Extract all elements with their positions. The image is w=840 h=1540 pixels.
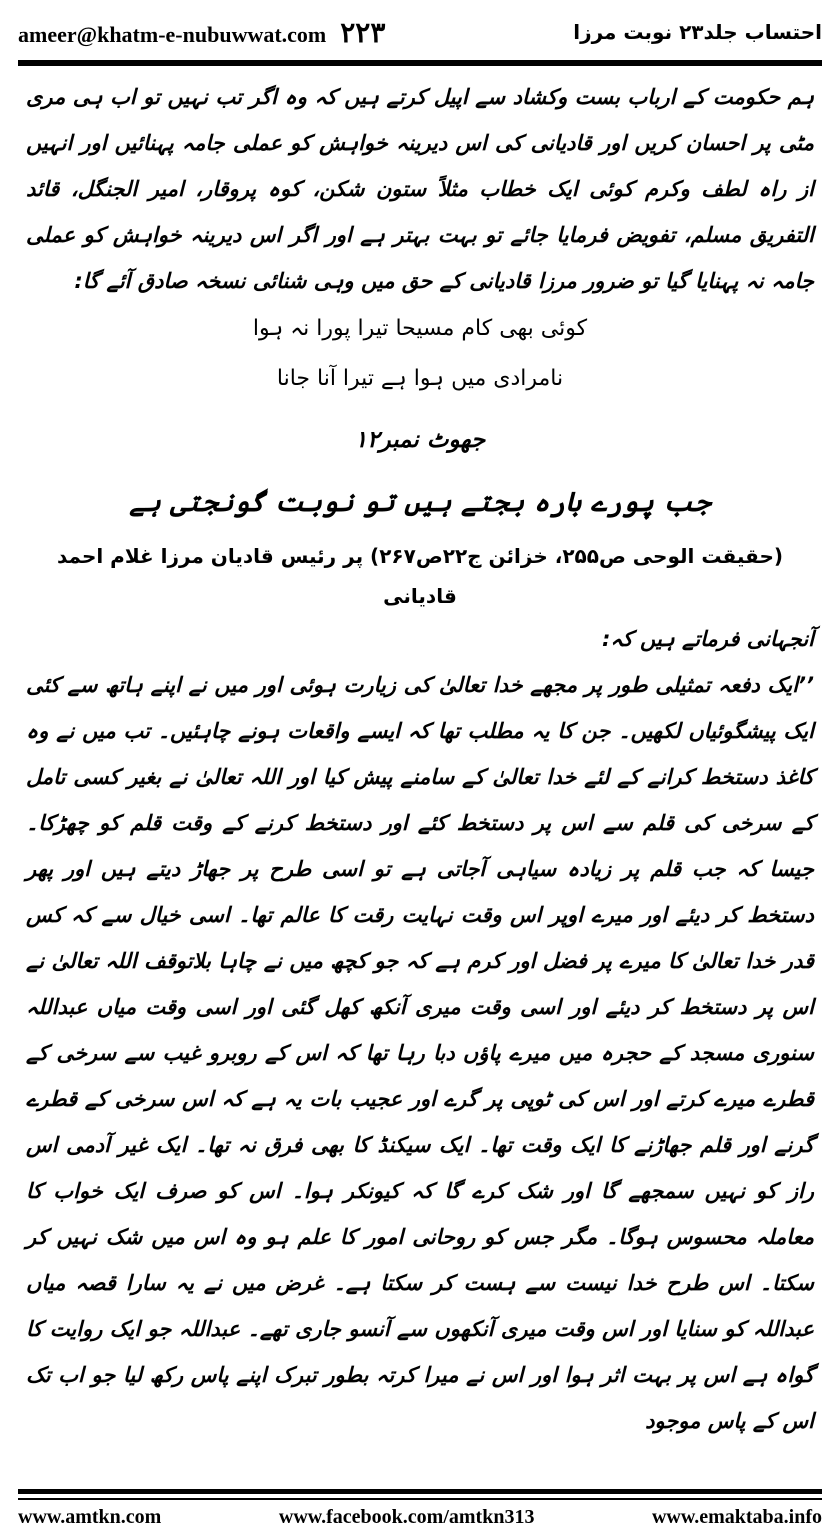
quote-paragraph: ’’ایک دفعہ تمثیلی طور پر مجھے خدا تعالیٰ کی زیارت ہوئی اور میں نے اپنے ہاتھ سے کئی ایک پیشگوئیاں لکھیں۔ جن کا یہ مطلب تھا کہ ایسے واقعات ہونے چاہئیں۔ تب میں نے وہ کاغذ دستخط کرانے کے لئے خدا تعالیٰ کے سامنے پیش کیا اور اللہ تعالیٰ نے بغیر کسی تامل کے سرخی کی قلم سے اس پر دستخط کئے اور دستخط کرنے کے وقت قلم کو چھڑکا۔ جیسا کہ جب قلم پر زیادہ سیاہی آجاتی ہے تو اسی طرح پر جھاڑ دیتے ہیں اور پھر دستخط کر دیئے اور میرے اوپر اس وقت نہایت رقت کا عالم تھا۔ اسی خیال سے کہ کس قدر خدا تعالیٰ کا میرے پر فضل اور کرم ہے کہ جو کچھ میں نے چاہا بلاتوقف اللہ تعالیٰ نے اس پر دستخط کر دیئے اور اسی وقت میری آنکھ کھل گئی اور اسی وقت میاں عبداللہ سنوری مسجد کے حجرہ میں میرے پاؤں دبا رہا تھا کہ اس کے روبرو غیب سے سرخی کے قطرے میرے کرتے اور اس کی ٹوپی پر گرے اور عجیب بات یہ ہے کہ اس سرخی کے قطرے گرنے اور قلم جھاڑنے کا ایک وقت تھا۔ ایک سیکنڈ کا بھی فرق نہ تھا۔ ایک غیر آدمی اس راز کو نہیں سمجھے گا اور شک کرے گا کہ کیونکر ہوا۔ اس کو صرف ایک خواب کا معاملہ محسوس ہوگا۔ مگر جس کو روحانی امور کا علم ہو وہ اس میں شک نہیں کر سکتا۔ اس طرح خدا نیست سے ہست کر سکتا ہے۔ غرض میں نے یہ سارا قصہ میاں عبداللہ کو سنایا اور اس وقت میری آنکھوں سے آنسو جاری تھے۔ عبداللہ جو ایک روایت کا گواہ ہے اس پر بہت اثر ہوا اور اس نے میرا کرتہ بطور تبرک اپنے پاس رکھ لیا جو اب تک اس کے پاس موجود <box>26 673 814 1433</box>
verse-line-2: نامرادی میں ہوا ہے تیرا آنا جانا <box>276 366 564 391</box>
reference-line: (حقیقت الوحی ص۲۵۵، خزائن ج۲۲ص۲۶۷) پر رئیس قادیان مرزا غلام احمد قادیانی <box>56 544 783 608</box>
section-title: جب پورے بارہ بجتے ہیں تو نوبت گونجتی ہے <box>129 487 711 518</box>
header-email: ameer@khatm-e-nubuwwat.com <box>18 21 327 47</box>
footer-link-amtkn[interactable]: www.amtkn.com <box>18 1505 162 1528</box>
verse-line-1: کوئی بھی کام مسیحا تیرا پورا نہ ہوا <box>252 316 588 341</box>
footer-link-facebook[interactable]: www.facebook.com/amtkn313 <box>278 1505 535 1528</box>
page-footer <box>18 1502 822 1532</box>
header-rule <box>18 60 822 66</box>
footer-link-emaktaba[interactable]: www.emaktaba.info <box>651 1505 822 1528</box>
running-title: احتساب جلد۲۳ نوبت مرزا <box>573 20 822 44</box>
header-left-group <box>18 16 385 49</box>
page-number: ۲۲۳ <box>340 15 386 49</box>
page-body <box>26 74 814 1476</box>
footer-rule-thick <box>18 1489 822 1494</box>
opening-paragraph: ہم حکومت کے ارباب بست وکشاد سے اپیل کرتے ہیں کہ وہ اگر تب نہیں تو اب ہی مری مٹی پر احسان کریں اور قادیانی کی اس دیرینہ خواہش کو عملی جامہ پہنائیں اور انہیں از راہ لطف وکرم کوئی ایک خطاب مثلاً ستون شکن، کوہ پروقار، امیر الجنگل، قائد التفریق مسلم، تفویض فرمایا جائے تو بہت بہتر ہے اور اگر اس دیرینہ خواہش کو عملی جامہ نہ پہنایا گیا تو ضرور مرزا قادیانی کے حق میں وہی شنائی نسخہ صادق آئے گا: <box>26 85 814 293</box>
intro-line: آنجہانی فرماتے ہیں کہ: <box>602 627 814 651</box>
section-label: جھوٹ نمبر۱۲ <box>354 427 486 453</box>
footer-rule-thin <box>18 1498 822 1500</box>
page-header <box>18 10 822 54</box>
